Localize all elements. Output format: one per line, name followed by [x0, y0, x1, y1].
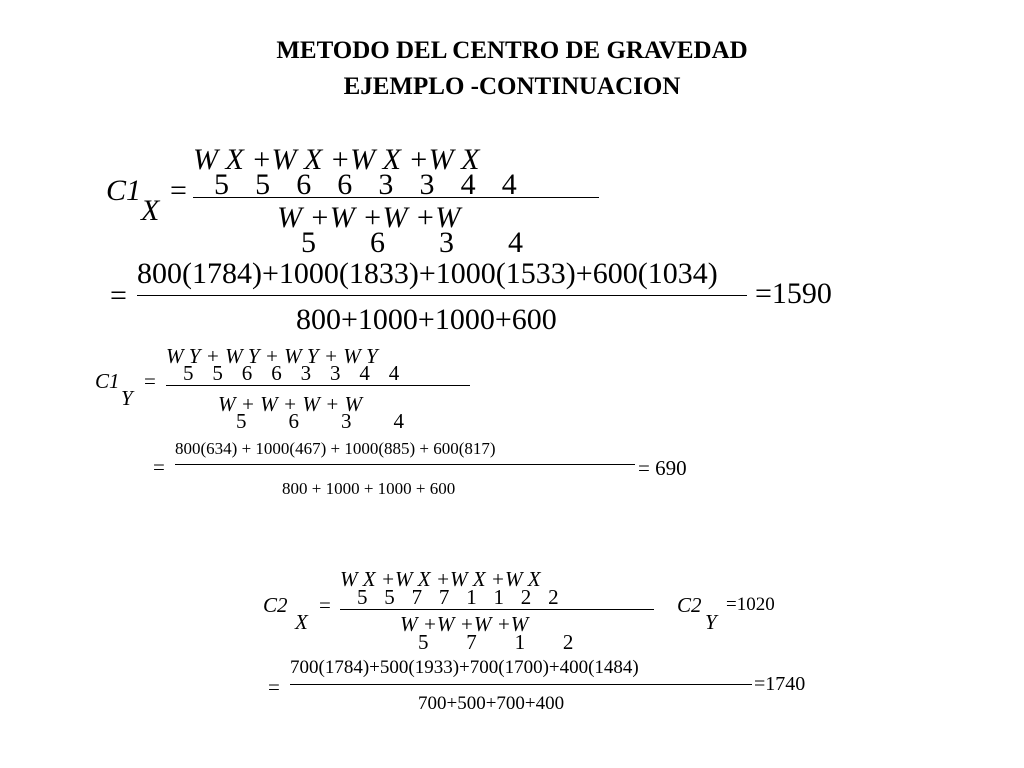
c1y-lhs: C1 — [95, 369, 120, 393]
c1x-denominator-subscripts: 5 6 3 4 — [301, 226, 523, 259]
c1y-fraction-bar — [166, 385, 470, 386]
c1x-numerator-subscripts: 5 5 6 6 3 3 4 4 — [214, 168, 517, 201]
c1x-result: =1590 — [755, 277, 832, 310]
c1x-lhs-subscript: X — [141, 194, 160, 227]
c2x-result: =1740 — [754, 673, 806, 695]
c1x-calc-equals: = — [110, 279, 127, 312]
c2x-denominator-variables: W +W +W +W — [400, 612, 529, 636]
c1y-calc-equals: = — [153, 455, 165, 479]
c1x-calc-numerator: 800(1784)+1000(1833)+1000(1533)+600(1034) — [137, 257, 718, 290]
slide-title-line-1: METODO DEL CENTRO DE GRAVEDAD — [276, 37, 748, 64]
c2x-numerator-subscripts: 5 5 7 7 1 1 2 2 — [357, 585, 559, 609]
c2x-calc-numerator: 700(1784)+500(1933)+700(1700)+400(1484) — [290, 657, 639, 678]
c1x-denominator-variables: W +W +W +W — [277, 201, 461, 234]
c1y-calc-fraction-bar — [175, 464, 635, 465]
c2x-fraction-bar — [340, 609, 654, 610]
c1y-calc-numerator: 800(634) + 1000(467) + 1000(885) + 600(817) — [175, 439, 496, 458]
c1y-calc-denominator: 800 + 1000 + 1000 + 600 — [282, 479, 456, 498]
c1x-numerator-variables: W X +W X +W X +W X — [193, 143, 480, 176]
c1x-equals: = — [170, 174, 187, 207]
c2y-result: =1020 — [726, 594, 775, 615]
slide-title-line-2: EJEMPLO -CONTINUACION — [343, 73, 681, 100]
c2x-lhs-subscript: X — [295, 610, 308, 634]
c2x-calc-equals: = — [268, 675, 280, 699]
c1x-calc-denominator: 800+1000+1000+600 — [296, 303, 557, 336]
c2x-denominator-subscripts: 5 7 1 2 — [418, 630, 574, 654]
c2x-equals: = — [319, 593, 331, 617]
c2x-calc-fraction-bar — [290, 684, 752, 685]
c1x-fraction-bar — [193, 197, 599, 198]
c1y-denominator-variables: W + W + W + W — [218, 392, 362, 416]
c1y-result: = 690 — [638, 456, 687, 480]
c2x-numerator-variables: W X +W X +W X +W X — [340, 567, 541, 591]
c1x-calc-fraction-bar — [137, 295, 747, 296]
c2y-lhs: C2 — [677, 593, 702, 617]
c1y-equals: = — [144, 369, 156, 393]
c1y-numerator-variables: W Y + W Y + W Y + W Y — [166, 344, 378, 368]
c1y-numerator-subscripts: 5 5 6 6 3 3 4 4 — [183, 361, 400, 385]
c2x-lhs: C2 — [263, 593, 288, 617]
c2x-calc-denominator: 700+500+700+400 — [418, 693, 565, 714]
c1y-lhs-subscript: Y — [121, 386, 133, 410]
c2y-lhs-subscript: Y — [705, 610, 717, 634]
c1y-denominator-subscripts: 5 6 3 4 — [236, 409, 404, 433]
c1x-lhs: C1 — [106, 174, 142, 207]
